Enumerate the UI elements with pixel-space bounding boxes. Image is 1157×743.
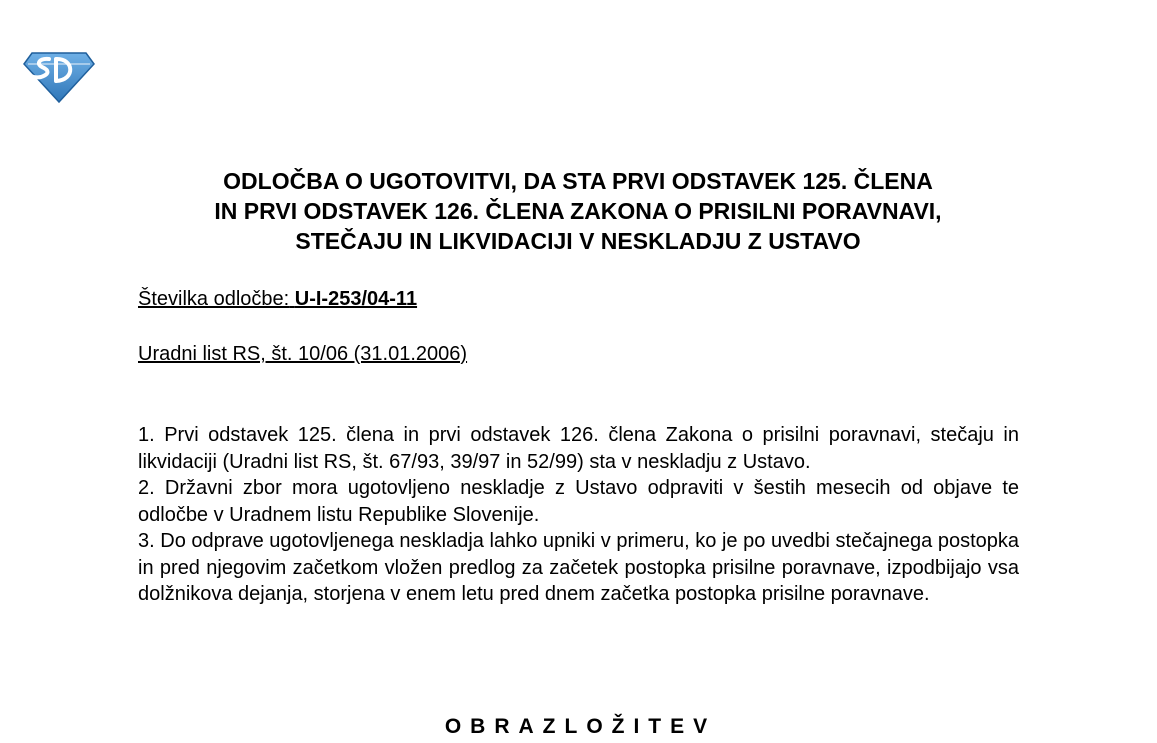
document-title xyxy=(138,166,1018,256)
decision-point: 2. Državni zbor mora ugotovljeno neskladje z Ustavo odpraviti v šestih mesecih od objave te odločbe v Uradnem listu Republike Slovenije. xyxy=(138,477,1019,526)
title-line: STEČAJU IN LIKVIDACIJI V NESKLADJU Z USTAVO xyxy=(295,228,861,254)
decision-number-label: Številka odločbe: xyxy=(138,288,290,310)
decision-point: 1. Prvi odstavek 125. člena in prvi odstavek 126. člena Zakona o prisilni poravnavi, stečaju in likvidaciji (Uradni list RS, št. 67/93, 39/97 in 52/99) sta v neskladju z Ustavo. xyxy=(138,424,1019,473)
decision-number-value: U-I-253/04-11 xyxy=(294,288,418,310)
title-line: IN PRVI ODSTAVEK 126. ČLENA ZAKONA O PRISILNI PORAVNAVI, xyxy=(214,198,942,224)
decision-points xyxy=(138,422,1019,608)
decision-point: 3. Do odprave ugotovljenega neskladja lahko upniki v primeru, ko je po uvedbi stečajnega postopka in pred njegovim začetkom vložen predlog za začetek postopka prisilne poravnave, izpodbijajo vsa dolžnikova dejanja, storjena v enem letu pred dnem začetka postopka prisilne poravnave. xyxy=(138,530,1019,605)
decision-number xyxy=(138,287,417,311)
sd-shield-logo-icon xyxy=(22,50,96,104)
official-gazette-reference: Uradni list RS, št. 10/06 (31.01.2006) xyxy=(138,343,468,365)
title-line: ODLOČBA O UGOTOVITVI, DA STA PRVI ODSTAVEK 125. ČLENA xyxy=(223,168,933,194)
section-heading: OBRAZLOŽITEV xyxy=(444,715,717,738)
